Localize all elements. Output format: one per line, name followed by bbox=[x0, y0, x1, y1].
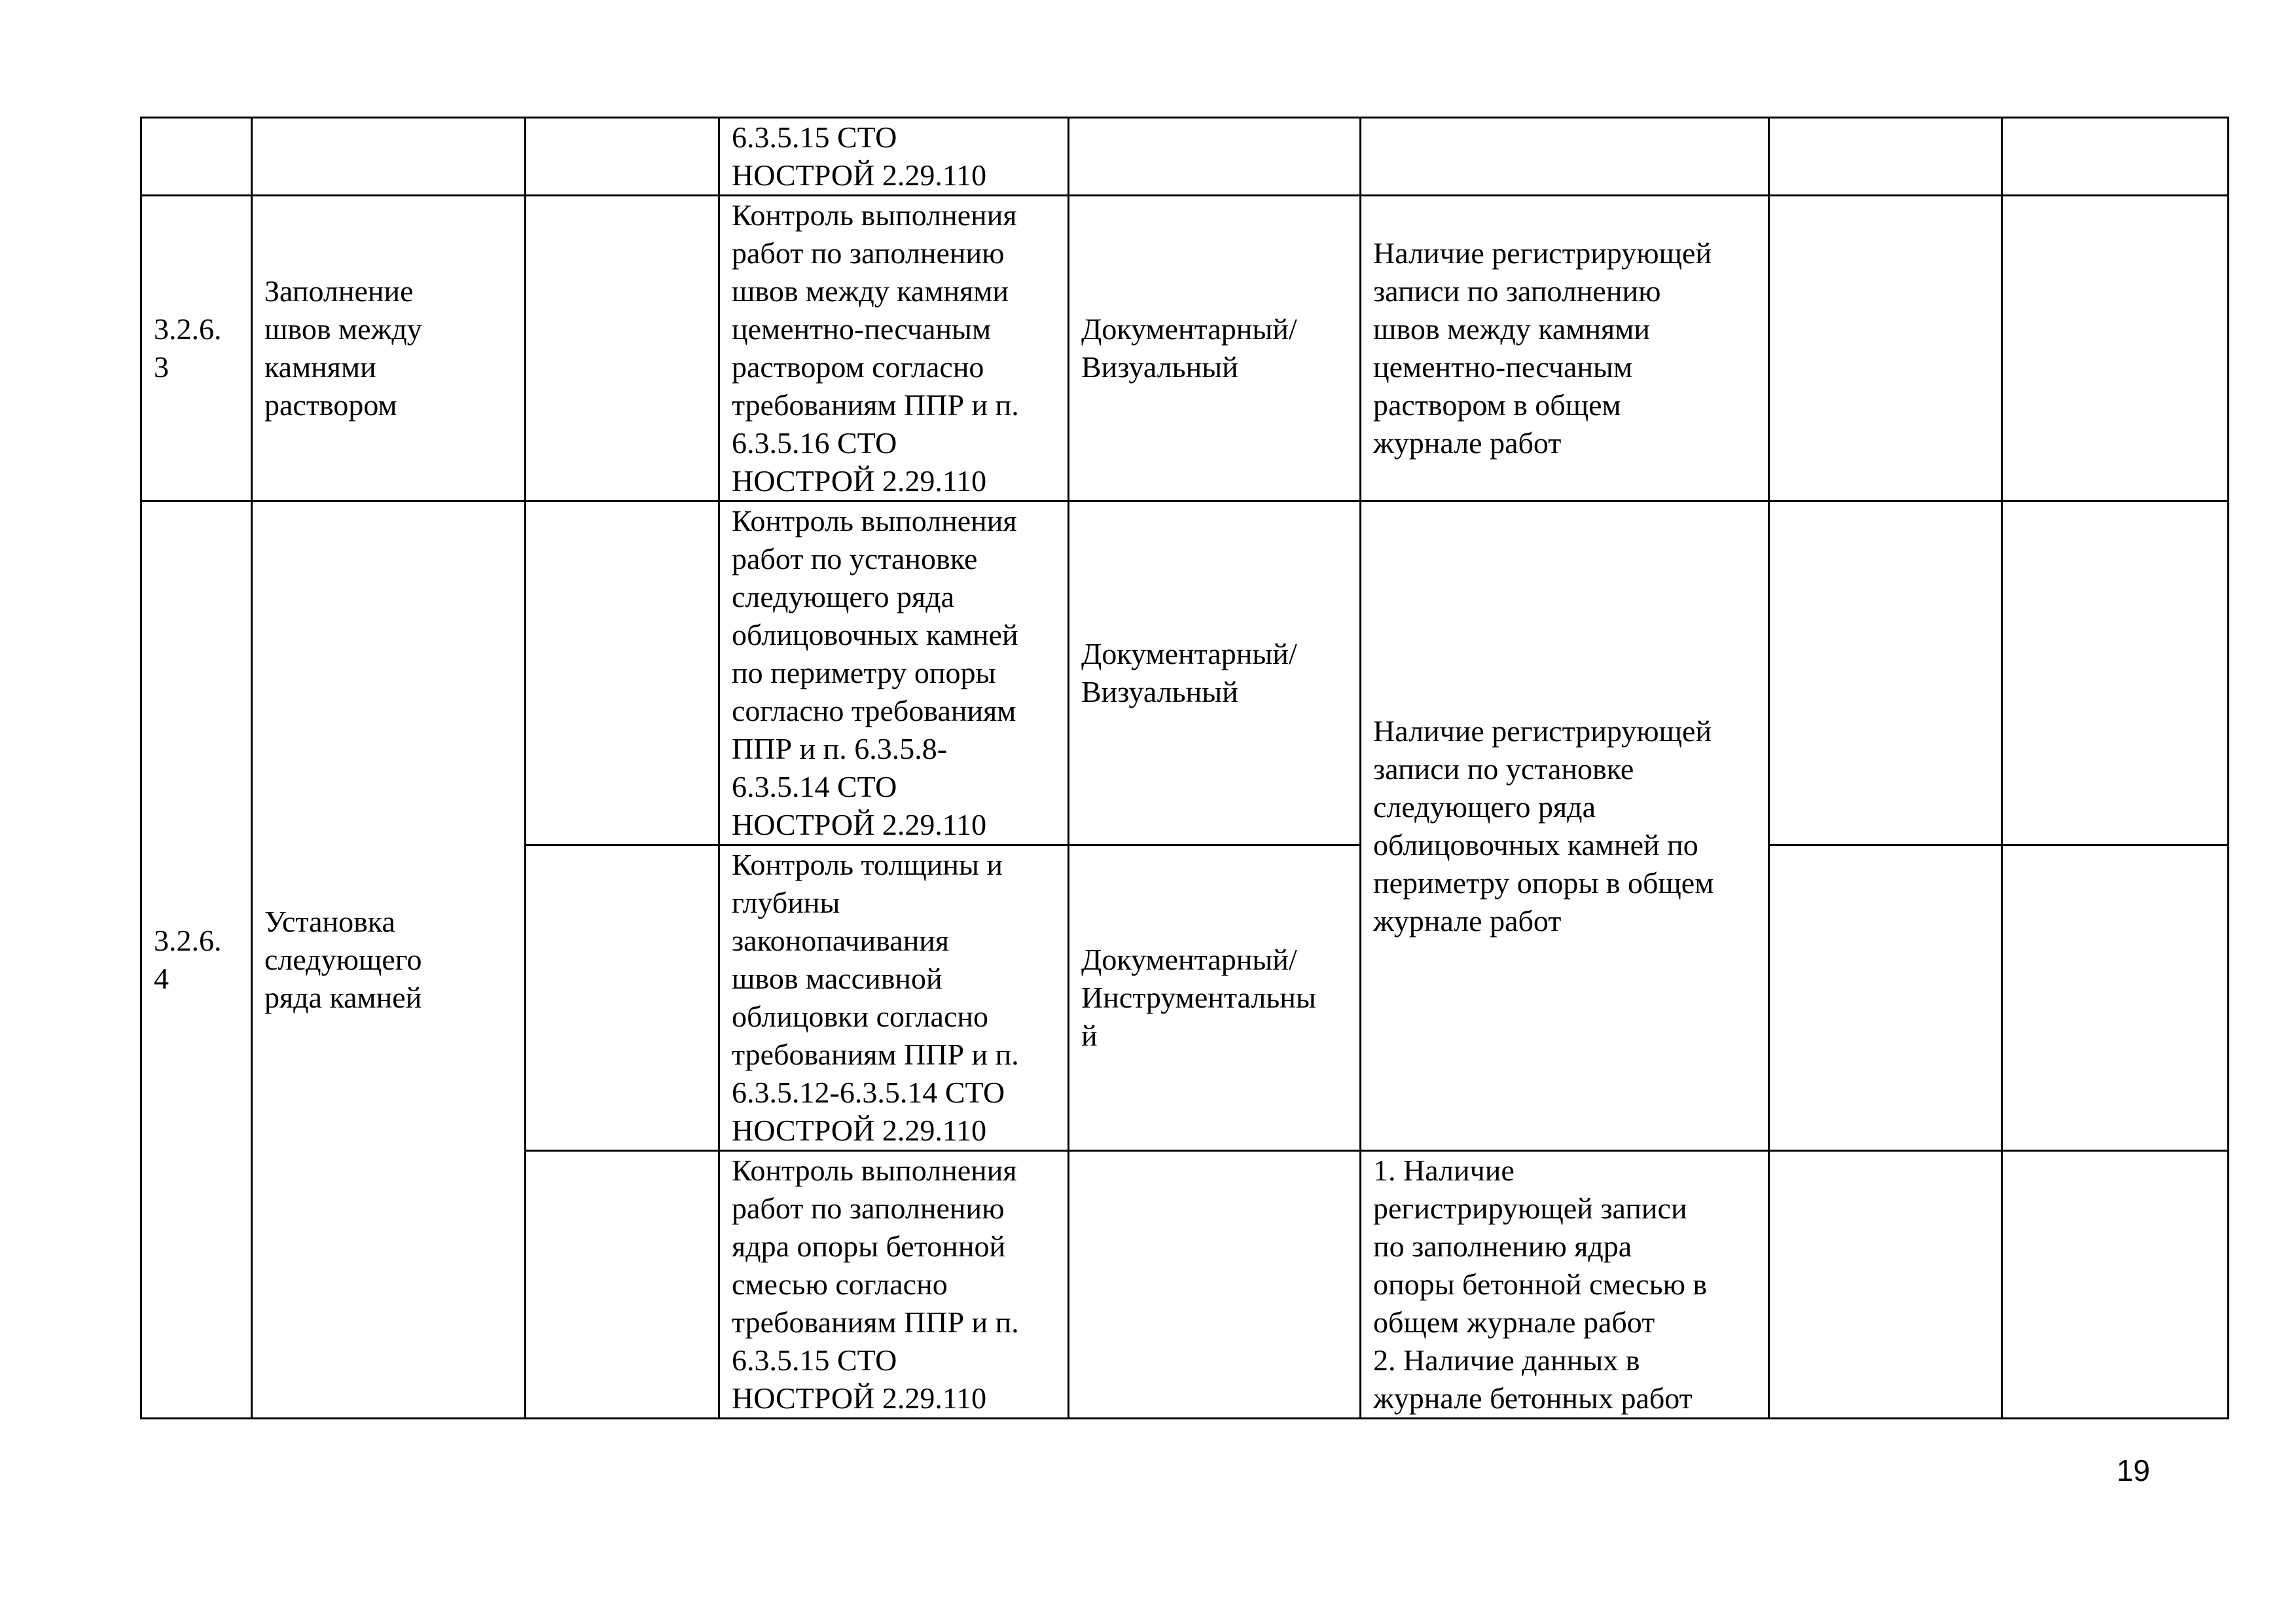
blank-cell bbox=[2002, 196, 2229, 501]
result-cell: Наличие регистрирующей записи по установке следующего ряда облицовочных камней по периметру опоры в общем журнале работ bbox=[1361, 501, 1769, 1151]
table-row bbox=[141, 196, 2229, 501]
step-number-cell: 3.2.6. 4 bbox=[141, 501, 252, 1419]
method-cell bbox=[1069, 118, 1361, 196]
blank-cell bbox=[1769, 118, 2002, 196]
result-cell: Наличие регистрирующей записи по заполнению швов между камнями цементно-песчаным раствором в общем журнале работ bbox=[1361, 196, 1769, 501]
blank-cell bbox=[1769, 196, 2002, 501]
blank-cell bbox=[2002, 118, 2229, 196]
step-name-cell: Установка следующего ряда камней bbox=[252, 501, 526, 1419]
blank-cell bbox=[526, 1151, 719, 1419]
blank-cell bbox=[526, 845, 719, 1151]
control-item-cell: 6.3.5.15 СТО НОСТРОЙ 2.29.110 bbox=[719, 118, 1069, 196]
control-table bbox=[140, 117, 2229, 1419]
blank-cell bbox=[1769, 501, 2002, 845]
step-name-cell bbox=[252, 118, 526, 196]
method-cell bbox=[1069, 1151, 1361, 1419]
result-cell bbox=[1361, 118, 1769, 196]
blank-cell bbox=[2002, 1151, 2229, 1419]
blank-cell bbox=[2002, 501, 2229, 845]
blank-cell bbox=[1769, 845, 2002, 1151]
blank-cell bbox=[526, 501, 719, 845]
step-number-cell: 3.2.6. 3 bbox=[141, 196, 252, 501]
control-item-cell: Контроль толщины и глубины законопачивания швов массивной облицовки согласно требованиям ППР и п. 6.3.5.12-6.3.5.14 СТО НОСТРОЙ 2.29.110 bbox=[719, 845, 1069, 1151]
step-number-cell bbox=[141, 118, 252, 196]
method-cell: Документарный/ Инструментальны й bbox=[1069, 845, 1361, 1151]
method-cell: Документарный/ Визуальный bbox=[1069, 501, 1361, 845]
page-number: 19 bbox=[2116, 1453, 2150, 1487]
blank-cell bbox=[2002, 845, 2229, 1151]
table-row bbox=[141, 501, 2229, 845]
step-name-cell: Заполнение швов между камнями раствором bbox=[252, 196, 526, 501]
blank-cell bbox=[526, 118, 719, 196]
result-cell: 1. Наличие регистрирующей записи по заполнению ядра опоры бетонной смесью в общем журнале работ 2. Наличие данных в журнале бетонных работ bbox=[1361, 1151, 1769, 1419]
method-cell: Документарный/ Визуальный bbox=[1069, 196, 1361, 501]
table-row bbox=[141, 118, 2229, 196]
control-item-cell: Контроль выполнения работ по установке следующего ряда облицовочных камней по периметру опоры согласно требованиям ППР и п. 6.3.5.8- 6.3.5.14 СТО НОСТРОЙ 2.29.110 bbox=[719, 501, 1069, 845]
blank-cell bbox=[1769, 1151, 2002, 1419]
blank-cell bbox=[526, 196, 719, 501]
control-item-cell: Контроль выполнения работ по заполнению швов между камнями цементно-песчаным раствором согласно требованиям ППР и п. 6.3.5.16 СТО НОСТРОЙ 2.29.110 bbox=[719, 196, 1069, 501]
control-item-cell: Контроль выполнения работ по заполнению ядра опоры бетонной смесью согласно требованиям ППР и п. 6.3.5.15 СТО НОСТРОЙ 2.29.110 bbox=[719, 1151, 1069, 1419]
